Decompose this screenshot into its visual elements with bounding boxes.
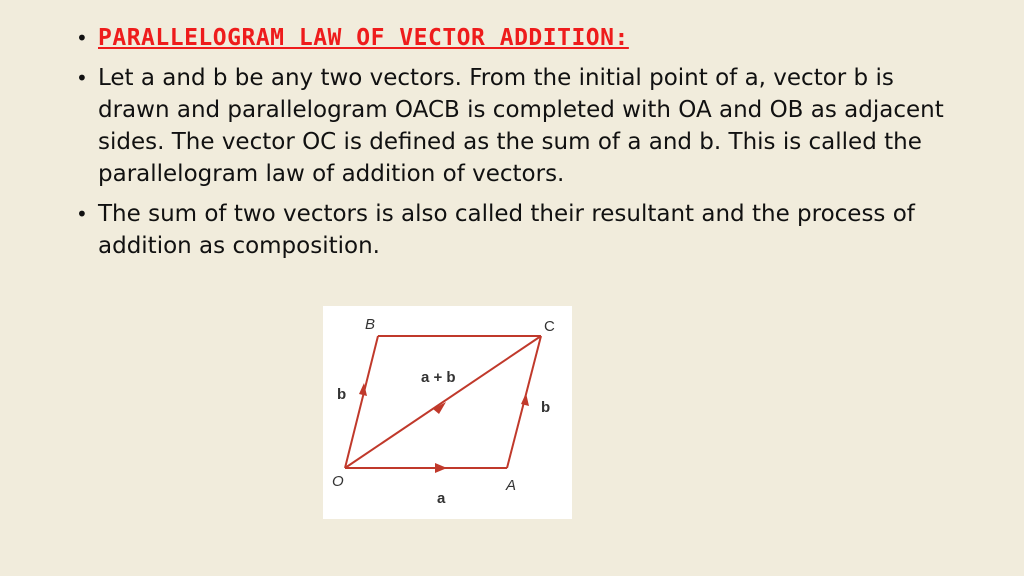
side-label-b-right: b <box>541 399 551 416</box>
bullet-text: Let a and b be any two vectors. From the initial point of a, vector b is drawn and parallelogram OACB is completed with OA and OB as adjacent sides. The vector OC is defined as the sum of a and b. This is called the parallelogram law of addition of vectors. <box>98 65 944 187</box>
bullet-item <box>76 62 956 190</box>
bullet-dot: • <box>76 66 88 90</box>
diagram-svg <box>323 306 572 519</box>
vertex-label-a: A <box>506 477 517 494</box>
bullet-item <box>76 198 956 262</box>
heading-bullet <box>76 22 956 54</box>
arrow-a-icon <box>435 463 447 473</box>
side-label-b-left: b <box>337 386 347 403</box>
slide-heading: PARALLELOGRAM LAW OF VECTOR ADDITION: <box>98 25 629 51</box>
side-label-a: a <box>437 490 446 507</box>
diagonal-label: a + b <box>421 369 456 386</box>
vertex-label-o: O <box>332 473 344 490</box>
bullet-text: The sum of two vectors is also called their resultant and the process of addition as composition. <box>98 201 915 259</box>
vertex-label-c: C <box>544 318 555 335</box>
vertex-label-b: B <box>365 316 376 333</box>
parallelogram-diagram <box>323 306 572 519</box>
bullet-dot: • <box>76 26 88 50</box>
bullet-dot: • <box>76 202 88 226</box>
bullet-list <box>76 22 956 270</box>
